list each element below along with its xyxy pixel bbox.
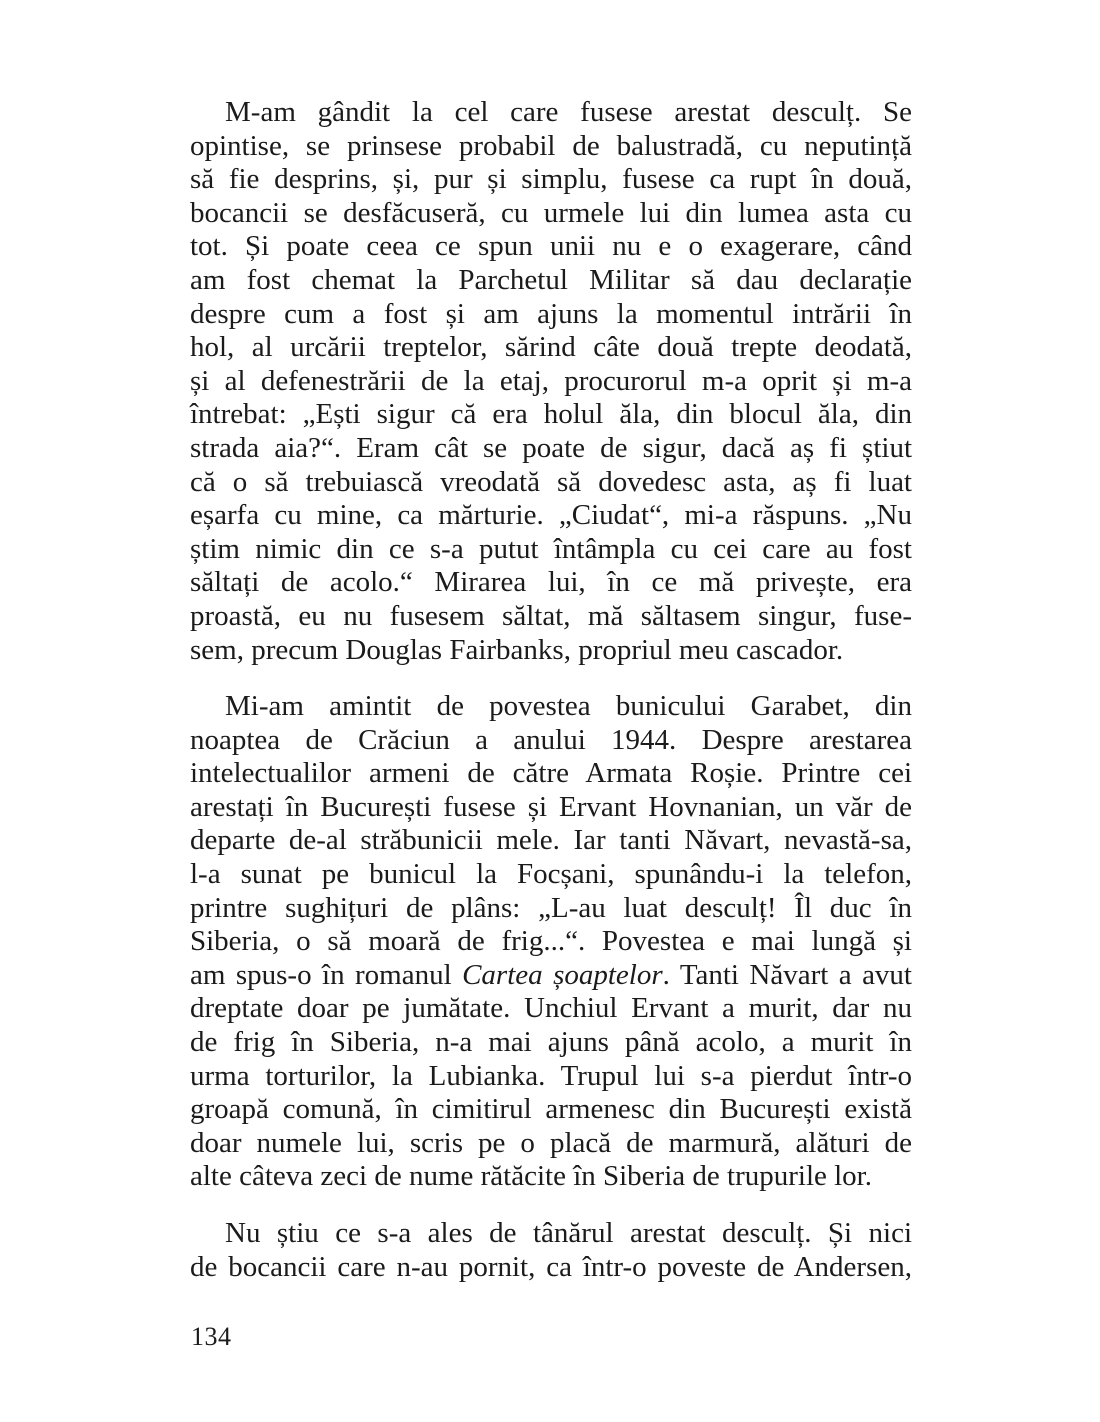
text-line: sem, precum Douglas Fairbanks, propriul meu cascador. — [190, 633, 844, 666]
text-line: proastă, eu nu fusesem săltat, mă săltasem singur, fuse- — [190, 599, 912, 632]
text-line: tot. Și poate ceea ce spun unii nu e o exagerare, când — [190, 230, 912, 263]
paragraph-3 — [190, 1217, 912, 1284]
paragraph-1 — [190, 96, 912, 667]
text-line: alte câteva zeci de nume rătăcite în Siberia de trupurile lor. — [190, 1160, 872, 1193]
text-line: M-am gândit la cel care fusese arestat desculț. Se — [225, 96, 912, 128]
text-line: departe de-al străbunicii mele. Iar tanti Năvart, nevastă-sa, — [190, 824, 912, 857]
text-line: l-a sunat pe bunicul la Focșani, spunându-i la telefon, — [190, 858, 912, 891]
text-line — [190, 959, 912, 993]
text-line: strada aia?“. Eram cât se poate de sigur, dacă aș fi știut — [190, 431, 912, 464]
text-line: hol, al urcării treptelor, sărind câte două trepte deodată, — [190, 331, 912, 364]
text-line: săltați de acolo.“ Mirarea lui, în ce mă privește, era — [190, 566, 912, 599]
text-segment: am spus-o în romanul — [190, 958, 463, 991]
text-line: și al defenestrării de la etaj, procurorul m-a oprit și m-a — [190, 364, 912, 397]
book-title-italic: Cartea șoaptelor — [462, 958, 663, 991]
text-line: să fie desprins, și, pur și simplu, fusese ca rupt în două, — [190, 163, 912, 196]
text-line: am fost chemat la Parchetul Militar să dau declarație — [190, 263, 912, 296]
text-line: întrebat: „Ești sigur că era holul ăla, din blocul ăla, din — [190, 398, 912, 431]
text-line: Mi-am amintit de povestea bunicului Garabet, din — [225, 690, 912, 723]
text-line: Siberia, o să moară de frig...“. Povestea e mai lungă și — [190, 925, 912, 958]
text-line: arestați în București fusese și Ervant Hovnanian, un văr de — [190, 790, 912, 823]
text-line: urma torturilor, la Lubianka. Trupul lui s-a pierdut într-o — [190, 1059, 912, 1092]
text-line: despre cum a fost și am ajuns la momentul intrării în — [190, 297, 912, 330]
text-segment: . Tanti Năvart a avut — [662, 958, 912, 991]
page-number: 134 — [191, 1322, 232, 1351]
text-line: eșarfa cu mine, ca mărturie. „Ciudat“, mi-a răspuns. „Nu — [190, 499, 912, 532]
text-line: de bocancii care n-au pornit, ca într-o poveste de Andersen, — [190, 1250, 912, 1283]
text-line: dreptate doar pe jumătate. Unchiul Ervant a murit, dar nu — [190, 992, 912, 1025]
paragraph-2 — [190, 690, 912, 1194]
text-line: doar numele lui, scris pe o placă de marmură, alături de — [190, 1126, 912, 1159]
text-line: noaptea de Crăciun a anului 1944. Despre arestarea — [190, 723, 912, 756]
text-line: că o să trebuiască vreodată să dovedesc asta, aș fi luat — [190, 465, 912, 498]
text-line: știm nimic din ce s-a putut întâmpla cu cei care au fost — [190, 532, 912, 565]
text-line: printre sughițuri de plâns: „L-au luat desculț! Îl duc în — [190, 891, 912, 924]
text-line: opintise, se prinsese probabil de balustradă, cu neputință — [190, 129, 912, 162]
text-line: Nu știu ce s-a ales de tânărul arestat desculț. Și nici — [225, 1217, 912, 1249]
text-block — [190, 96, 912, 1307]
text-line: bocancii se desfăcuseră, cu urmele lui din lumea asta cu — [190, 196, 912, 229]
text-line: de frig în Siberia, n-a mai ajuns până acolo, a murit în — [190, 1026, 912, 1059]
text-line: intelectualilor armeni de către Armata Roșie. Printre cei — [190, 757, 912, 790]
text-line: groapă comună, în cimitirul armenesc din București există — [190, 1093, 912, 1126]
